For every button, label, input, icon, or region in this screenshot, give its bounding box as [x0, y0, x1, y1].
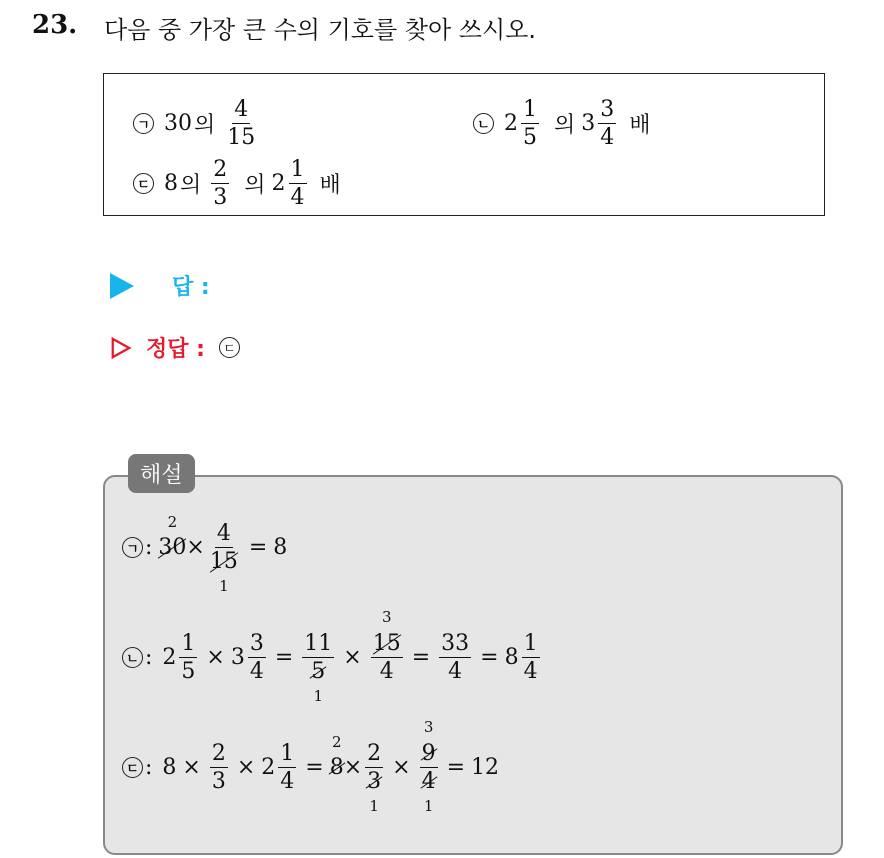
- fraction-numerator: 1: [521, 98, 539, 124]
- choice-c-marker: ㄷ: [133, 173, 154, 194]
- choice-c-ui-1: 의: [180, 173, 202, 199]
- times-sign: ×: [206, 645, 225, 671]
- fraction-denominator: 4: [600, 125, 615, 151]
- fraction: [302, 631, 334, 706]
- fraction-denominator: 5: [523, 125, 537, 151]
- choice-c-fraction-1: [211, 158, 229, 209]
- reduced-value: 1: [219, 577, 229, 596]
- times-sign: ×: [186, 535, 205, 561]
- reduced-value: 1: [313, 687, 324, 706]
- fraction: [248, 632, 266, 683]
- fraction-denominator: 4: [448, 659, 463, 685]
- solution-b-colon: :: [145, 645, 153, 671]
- fraction-numerator: [420, 718, 438, 768]
- choice-b-bae: 배: [629, 113, 651, 139]
- fraction-numerator: 4: [232, 98, 250, 124]
- cancelled-value: 15: [209, 549, 238, 575]
- choice-a-whole: 30: [164, 111, 192, 137]
- choice-b-ui: 의: [554, 113, 576, 139]
- fraction-numerator: 11: [302, 632, 334, 658]
- fraction-numerator: 3: [248, 632, 266, 658]
- fraction-denominator: 4: [379, 659, 394, 685]
- fraction-denominator: 3: [213, 185, 228, 211]
- fraction-numerator: 1: [522, 632, 540, 658]
- question-text: 다음 중 가장 큰 수의 기호를 찾아 쓰시오.: [104, 16, 536, 44]
- question-number: 23.: [32, 10, 78, 40]
- fraction: [179, 632, 197, 683]
- reduced-value: 3: [381, 608, 392, 626]
- times-sign: ×: [343, 645, 362, 671]
- fraction-numerator: 33: [439, 632, 471, 658]
- reduced-value: 2: [167, 513, 178, 532]
- correct-answer-marker: ㄷ: [219, 337, 240, 358]
- equals-sign: =: [274, 645, 294, 671]
- equals-sign: =: [480, 645, 499, 671]
- cancelled-value: 15: [372, 631, 401, 656]
- reduced-value: 2: [331, 733, 342, 752]
- mixed-whole: 2: [261, 755, 276, 781]
- choice-a-fraction: [225, 98, 257, 149]
- fraction-denominator: 4: [249, 659, 264, 685]
- cancelled-value: 4: [421, 769, 436, 795]
- solution-line-b: [122, 608, 543, 706]
- correct-answer-row: [110, 332, 250, 363]
- solution-label: 해설: [128, 454, 195, 493]
- fraction-denominator: 4: [523, 659, 538, 685]
- fraction-numerator: 4: [215, 522, 233, 548]
- fraction: [371, 608, 403, 685]
- times-sign: ×: [343, 755, 363, 781]
- fraction-denominator: 4: [280, 769, 295, 795]
- fraction-numerator: 3: [598, 98, 616, 124]
- choice-c-bae: 배: [319, 173, 341, 199]
- fraction-denominator: 15: [227, 125, 256, 151]
- reduced-value: 1: [369, 797, 379, 816]
- choice-c-ui-2: 의: [244, 173, 266, 199]
- mixed-whole: 8: [504, 645, 519, 671]
- reduced-value: 3: [423, 718, 434, 736]
- cancelled-value: 9: [421, 741, 436, 766]
- fraction-denominator: 3: [211, 769, 226, 795]
- fraction: [278, 742, 296, 793]
- choice-c-whole: 8: [164, 171, 178, 197]
- mixed-whole: 2: [162, 645, 177, 671]
- fraction-numerator: 2: [211, 158, 229, 184]
- solution-line-a: [122, 513, 288, 596]
- fraction-numerator: 1: [278, 742, 296, 768]
- solution-c-marker: ㄷ: [122, 757, 143, 778]
- solution-line-c: [122, 718, 500, 816]
- cancelled-number: [329, 733, 344, 781]
- choice-b-fraction-2: [598, 98, 616, 149]
- fraction-numerator: 2: [210, 742, 228, 768]
- choice-b-whole-1: 2: [504, 111, 518, 137]
- solution-a-colon: :: [145, 535, 153, 561]
- whole-number: 8: [162, 755, 177, 781]
- solution-a-fraction: [208, 521, 240, 596]
- choice-b-marker: ㄴ: [473, 113, 494, 134]
- answer-row: [110, 270, 210, 301]
- fraction: [439, 632, 471, 683]
- choice-a-marker: ㄱ: [133, 113, 154, 134]
- fraction-numerator: [371, 608, 403, 658]
- solution-b-marker: ㄴ: [122, 647, 143, 668]
- outline-arrow-icon: [110, 337, 132, 359]
- solution-c-result: 12: [471, 755, 500, 781]
- equals-sign: =: [411, 645, 431, 671]
- times-sign: ×: [182, 755, 201, 781]
- choice-b-fraction-1: [521, 98, 539, 149]
- cancelled-value: 5: [311, 659, 326, 685]
- fraction-denominator: 4: [290, 185, 305, 211]
- choice-c-whole-2: 2: [271, 171, 286, 197]
- solution-a-result: 8: [273, 535, 288, 561]
- reduced-value: 1: [423, 797, 434, 816]
- times-sign: ×: [236, 755, 256, 781]
- equals-sign: =: [248, 535, 268, 561]
- fraction-denominator: [208, 548, 240, 596]
- choice-b: [473, 98, 651, 149]
- correct-answer-label: 정답 :: [146, 337, 205, 362]
- answer-label: 답 :: [172, 275, 210, 300]
- fraction-numerator: 1: [289, 158, 307, 184]
- solution-a-marker: ㄱ: [122, 537, 143, 558]
- cancelled-value: 30: [158, 535, 187, 561]
- solution-c-colon: :: [145, 755, 153, 781]
- play-arrow-icon: [110, 273, 134, 299]
- fraction: [522, 632, 540, 683]
- fraction-denominator: [420, 768, 438, 816]
- choice-c-fraction-2: [289, 158, 307, 209]
- fraction-denominator: 5: [181, 659, 196, 685]
- cancelled-value: 3: [367, 769, 382, 795]
- fraction: [420, 718, 438, 816]
- fraction-denominator: [309, 658, 327, 706]
- fraction-numerator: 1: [179, 632, 197, 658]
- fraction: [210, 742, 228, 793]
- mixed-whole: 3: [230, 645, 245, 671]
- cancelled-number: [158, 513, 187, 561]
- choice-a: [133, 98, 260, 149]
- choice-a-ui: 의: [194, 113, 216, 139]
- fraction: [365, 741, 383, 816]
- equals-sign: =: [446, 755, 466, 781]
- choice-b-whole-2: 3: [581, 111, 596, 137]
- equals-sign: =: [305, 755, 324, 781]
- cancelled-value: 8: [329, 755, 344, 781]
- times-sign: ×: [392, 755, 411, 781]
- choice-c: [133, 158, 341, 209]
- fraction-numerator: 2: [365, 742, 383, 768]
- fraction-denominator: [365, 768, 383, 816]
